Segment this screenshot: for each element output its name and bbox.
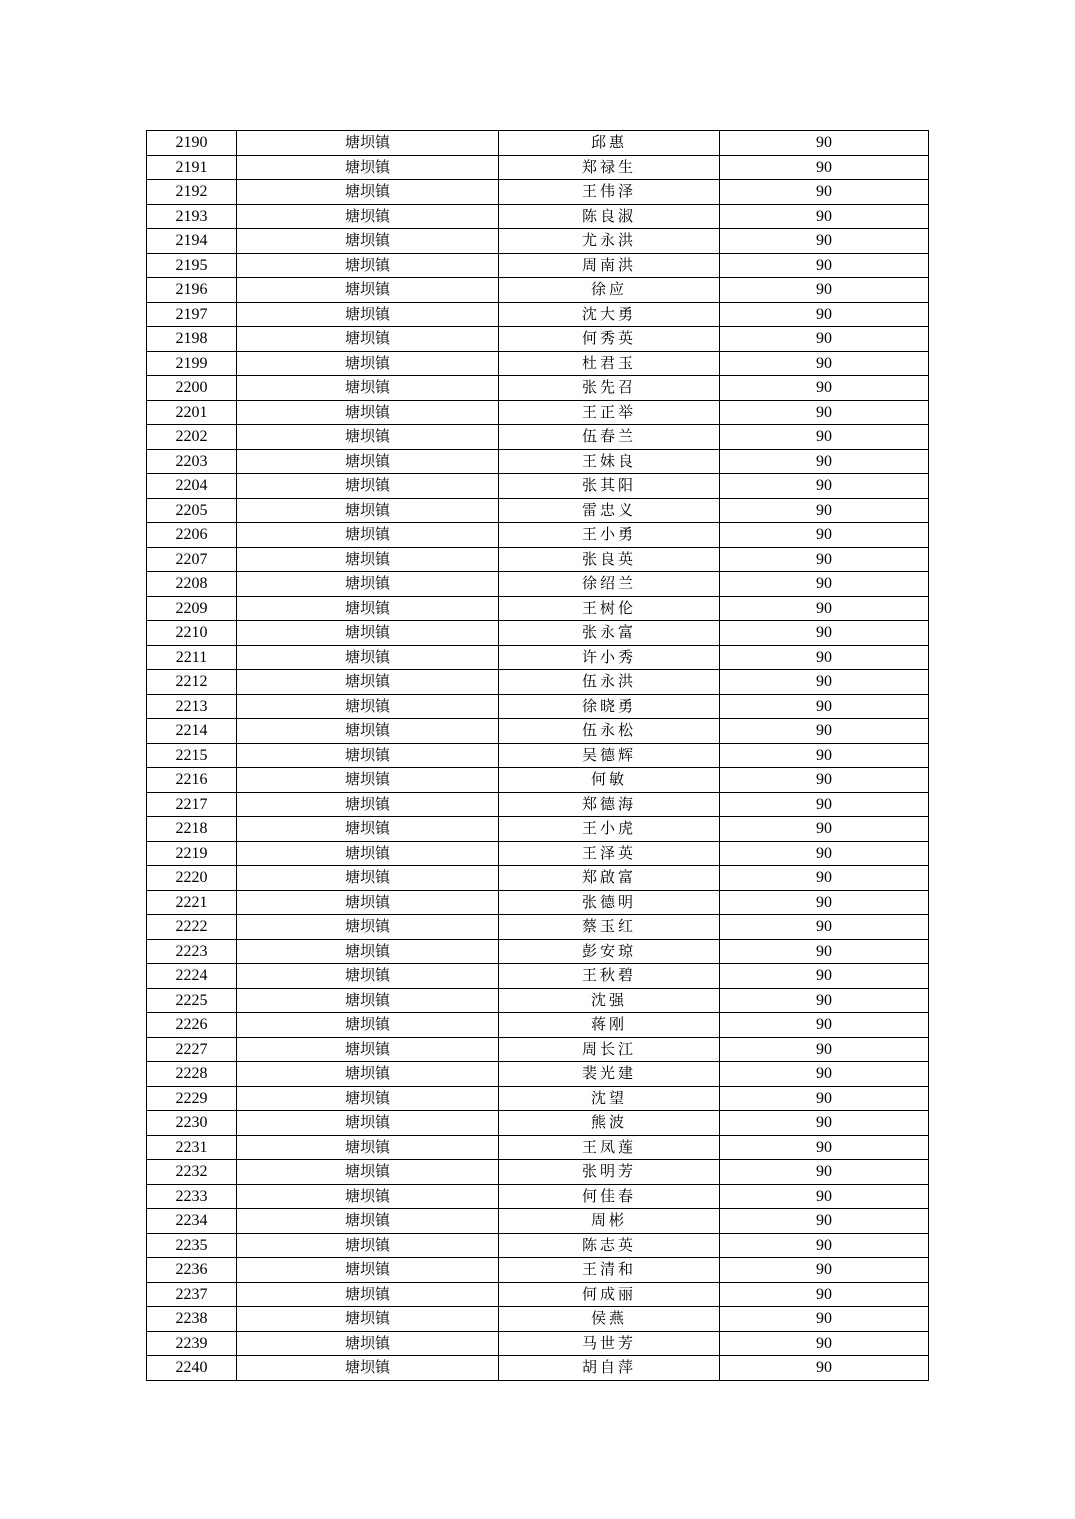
- score-cell: 90: [720, 351, 929, 376]
- row-number-cell: 2207: [147, 547, 237, 572]
- name-cell: 沈望: [499, 1086, 720, 1111]
- score-cell: 90: [720, 1258, 929, 1283]
- score-cell: 90: [720, 1307, 929, 1332]
- score-cell: 90: [720, 278, 929, 303]
- town-cell: 塘坝镇: [237, 229, 499, 254]
- town-cell: 塘坝镇: [237, 596, 499, 621]
- name-cell: 何敏: [499, 768, 720, 793]
- name-cell: 周彬: [499, 1209, 720, 1234]
- table-row: [147, 1160, 929, 1185]
- score-cell: 90: [720, 474, 929, 499]
- row-number-cell: 2193: [147, 204, 237, 229]
- score-cell: 90: [720, 817, 929, 842]
- table-row: [147, 229, 929, 254]
- table-row: [147, 890, 929, 915]
- score-cell: 90: [720, 180, 929, 205]
- town-cell: 塘坝镇: [237, 327, 499, 352]
- town-cell: 塘坝镇: [237, 1062, 499, 1087]
- town-cell: 塘坝镇: [237, 866, 499, 891]
- score-cell: 90: [720, 841, 929, 866]
- row-number-cell: 2225: [147, 988, 237, 1013]
- name-cell: 蔡玉红: [499, 915, 720, 940]
- name-cell: 郑德海: [499, 792, 720, 817]
- row-number-cell: 2208: [147, 572, 237, 597]
- table-row: [147, 425, 929, 450]
- score-cell: 90: [720, 498, 929, 523]
- row-number-cell: 2199: [147, 351, 237, 376]
- town-cell: 塘坝镇: [237, 670, 499, 695]
- town-cell: 塘坝镇: [237, 1233, 499, 1258]
- row-number-cell: 2232: [147, 1160, 237, 1185]
- score-cell: 90: [720, 253, 929, 278]
- score-cell: 90: [720, 866, 929, 891]
- town-cell: 塘坝镇: [237, 1356, 499, 1381]
- name-cell: 蒋刚: [499, 1013, 720, 1038]
- table-row: [147, 1013, 929, 1038]
- town-cell: 塘坝镇: [237, 572, 499, 597]
- town-cell: 塘坝镇: [237, 719, 499, 744]
- name-cell: 伍永洪: [499, 670, 720, 695]
- score-cell: 90: [720, 1135, 929, 1160]
- table-row: [147, 253, 929, 278]
- name-cell: 周南洪: [499, 253, 720, 278]
- score-cell: 90: [720, 964, 929, 989]
- table-row: [147, 523, 929, 548]
- town-cell: 塘坝镇: [237, 1282, 499, 1307]
- town-cell: 塘坝镇: [237, 180, 499, 205]
- town-cell: 塘坝镇: [237, 351, 499, 376]
- table-row: [147, 302, 929, 327]
- score-cell: 90: [720, 327, 929, 352]
- town-cell: 塘坝镇: [237, 817, 499, 842]
- name-cell: 张明芳: [499, 1160, 720, 1185]
- table-row: [147, 1135, 929, 1160]
- town-cell: 塘坝镇: [237, 1258, 499, 1283]
- row-number-cell: 2233: [147, 1184, 237, 1209]
- table-row: [147, 400, 929, 425]
- town-cell: 塘坝镇: [237, 278, 499, 303]
- town-cell: 塘坝镇: [237, 915, 499, 940]
- row-number-cell: 2202: [147, 425, 237, 450]
- row-number-cell: 2198: [147, 327, 237, 352]
- name-cell: 何佳春: [499, 1184, 720, 1209]
- score-cell: 90: [720, 1086, 929, 1111]
- row-number-cell: 2216: [147, 768, 237, 793]
- row-number-cell: 2205: [147, 498, 237, 523]
- score-cell: 90: [720, 400, 929, 425]
- town-cell: 塘坝镇: [237, 1037, 499, 1062]
- town-cell: 塘坝镇: [237, 1331, 499, 1356]
- score-cell: 90: [720, 621, 929, 646]
- row-number-cell: 2237: [147, 1282, 237, 1307]
- score-cell: 90: [720, 229, 929, 254]
- score-cell: 90: [720, 939, 929, 964]
- table-row: [147, 645, 929, 670]
- row-number-cell: 2235: [147, 1233, 237, 1258]
- table-row: [147, 964, 929, 989]
- name-cell: 伍永松: [499, 719, 720, 744]
- score-cell: 90: [720, 1356, 929, 1381]
- town-cell: 塘坝镇: [237, 523, 499, 548]
- name-cell: 张德明: [499, 890, 720, 915]
- score-cell: 90: [720, 915, 929, 940]
- row-number-cell: 2196: [147, 278, 237, 303]
- town-cell: 塘坝镇: [237, 400, 499, 425]
- name-cell: 陈志英: [499, 1233, 720, 1258]
- row-number-cell: 2192: [147, 180, 237, 205]
- score-cell: 90: [720, 1013, 929, 1038]
- table-row: [147, 915, 929, 940]
- table-row: [147, 988, 929, 1013]
- score-cell: 90: [720, 1062, 929, 1087]
- town-cell: 塘坝镇: [237, 743, 499, 768]
- score-cell: 90: [720, 376, 929, 401]
- row-number-cell: 2194: [147, 229, 237, 254]
- row-number-cell: 2223: [147, 939, 237, 964]
- town-cell: 塘坝镇: [237, 376, 499, 401]
- row-number-cell: 2213: [147, 694, 237, 719]
- row-number-cell: 2206: [147, 523, 237, 548]
- score-cell: 90: [720, 449, 929, 474]
- row-number-cell: 2210: [147, 621, 237, 646]
- name-cell: 陈良淑: [499, 204, 720, 229]
- table-row: [147, 1356, 929, 1381]
- town-cell: 塘坝镇: [237, 768, 499, 793]
- row-number-cell: 2221: [147, 890, 237, 915]
- table-row: [147, 547, 929, 572]
- name-cell: 沈强: [499, 988, 720, 1013]
- name-cell: 吴德辉: [499, 743, 720, 768]
- town-cell: 塘坝镇: [237, 547, 499, 572]
- town-cell: 塘坝镇: [237, 155, 499, 180]
- score-cell: 90: [720, 572, 929, 597]
- town-cell: 塘坝镇: [237, 1135, 499, 1160]
- row-number-cell: 2239: [147, 1331, 237, 1356]
- table-row: [147, 155, 929, 180]
- row-number-cell: 2211: [147, 645, 237, 670]
- name-cell: 伍春兰: [499, 425, 720, 450]
- name-cell: 尤永洪: [499, 229, 720, 254]
- score-cell: 90: [720, 1184, 929, 1209]
- name-cell: 王小虎: [499, 817, 720, 842]
- table-row: [147, 743, 929, 768]
- score-cell: 90: [720, 1233, 929, 1258]
- name-cell: 雷忠义: [499, 498, 720, 523]
- row-number-cell: 2191: [147, 155, 237, 180]
- name-cell: 张良英: [499, 547, 720, 572]
- table-row: [147, 1037, 929, 1062]
- town-cell: 塘坝镇: [237, 792, 499, 817]
- score-cell: 90: [720, 645, 929, 670]
- town-cell: 塘坝镇: [237, 1013, 499, 1038]
- town-cell: 塘坝镇: [237, 302, 499, 327]
- score-cell: 90: [720, 131, 929, 156]
- town-cell: 塘坝镇: [237, 1307, 499, 1332]
- table-row: [147, 498, 929, 523]
- name-cell: 马世芳: [499, 1331, 720, 1356]
- row-number-cell: 2203: [147, 449, 237, 474]
- row-number-cell: 2228: [147, 1062, 237, 1087]
- row-number-cell: 2200: [147, 376, 237, 401]
- table-row: [147, 866, 929, 891]
- name-cell: 王树伦: [499, 596, 720, 621]
- town-cell: 塘坝镇: [237, 498, 499, 523]
- name-cell: 许小秀: [499, 645, 720, 670]
- name-cell: 邱惠: [499, 131, 720, 156]
- table-row: [147, 1258, 929, 1283]
- row-number-cell: 2236: [147, 1258, 237, 1283]
- roster-table-body: [147, 131, 929, 1381]
- table-row: [147, 768, 929, 793]
- table-row: [147, 1209, 929, 1234]
- name-cell: 徐绍兰: [499, 572, 720, 597]
- score-cell: 90: [720, 1037, 929, 1062]
- name-cell: 裴光建: [499, 1062, 720, 1087]
- score-cell: 90: [720, 1111, 929, 1136]
- name-cell: 王正举: [499, 400, 720, 425]
- row-number-cell: 2218: [147, 817, 237, 842]
- town-cell: 塘坝镇: [237, 621, 499, 646]
- town-cell: 塘坝镇: [237, 131, 499, 156]
- town-cell: 塘坝镇: [237, 1086, 499, 1111]
- table-row: [147, 278, 929, 303]
- table-row: [147, 841, 929, 866]
- score-cell: 90: [720, 719, 929, 744]
- name-cell: 徐晓勇: [499, 694, 720, 719]
- score-cell: 90: [720, 670, 929, 695]
- table-row: [147, 449, 929, 474]
- name-cell: 杜君玉: [499, 351, 720, 376]
- name-cell: 张先召: [499, 376, 720, 401]
- table-row: [147, 621, 929, 646]
- town-cell: 塘坝镇: [237, 890, 499, 915]
- row-number-cell: 2220: [147, 866, 237, 891]
- row-number-cell: 2219: [147, 841, 237, 866]
- score-cell: 90: [720, 768, 929, 793]
- name-cell: 王清和: [499, 1258, 720, 1283]
- row-number-cell: 2231: [147, 1135, 237, 1160]
- name-cell: 徐应: [499, 278, 720, 303]
- score-cell: 90: [720, 155, 929, 180]
- table-row: [147, 596, 929, 621]
- row-number-cell: 2212: [147, 670, 237, 695]
- name-cell: 郑啟富: [499, 866, 720, 891]
- town-cell: 塘坝镇: [237, 964, 499, 989]
- score-cell: 90: [720, 302, 929, 327]
- table-row: [147, 204, 929, 229]
- table-row: [147, 719, 929, 744]
- row-number-cell: 2222: [147, 915, 237, 940]
- row-number-cell: 2224: [147, 964, 237, 989]
- score-cell: 90: [720, 523, 929, 548]
- town-cell: 塘坝镇: [237, 204, 499, 229]
- name-cell: 何成丽: [499, 1282, 720, 1307]
- name-cell: 张永富: [499, 621, 720, 646]
- score-cell: 90: [720, 1282, 929, 1307]
- table-row: [147, 939, 929, 964]
- row-number-cell: 2195: [147, 253, 237, 278]
- name-cell: 沈大勇: [499, 302, 720, 327]
- score-cell: 90: [720, 1331, 929, 1356]
- name-cell: 王凤莲: [499, 1135, 720, 1160]
- row-number-cell: 2214: [147, 719, 237, 744]
- row-number-cell: 2226: [147, 1013, 237, 1038]
- town-cell: 塘坝镇: [237, 1160, 499, 1185]
- row-number-cell: 2234: [147, 1209, 237, 1234]
- town-cell: 塘坝镇: [237, 1209, 499, 1234]
- table-row: [147, 792, 929, 817]
- row-number-cell: 2204: [147, 474, 237, 499]
- table-row: [147, 1062, 929, 1087]
- table-row: [147, 670, 929, 695]
- row-number-cell: 2238: [147, 1307, 237, 1332]
- roster-table: [146, 130, 929, 1381]
- name-cell: 王小勇: [499, 523, 720, 548]
- score-cell: 90: [720, 743, 929, 768]
- row-number-cell: 2227: [147, 1037, 237, 1062]
- town-cell: 塘坝镇: [237, 425, 499, 450]
- town-cell: 塘坝镇: [237, 474, 499, 499]
- table-row: [147, 1184, 929, 1209]
- name-cell: 何秀英: [499, 327, 720, 352]
- table-row: [147, 572, 929, 597]
- table-row: [147, 817, 929, 842]
- table-row: [147, 1282, 929, 1307]
- town-cell: 塘坝镇: [237, 1184, 499, 1209]
- name-cell: 郑禄生: [499, 155, 720, 180]
- table-row: [147, 180, 929, 205]
- table-row: [147, 1331, 929, 1356]
- name-cell: 王伟泽: [499, 180, 720, 205]
- town-cell: 塘坝镇: [237, 1111, 499, 1136]
- row-number-cell: 2240: [147, 1356, 237, 1381]
- row-number-cell: 2215: [147, 743, 237, 768]
- score-cell: 90: [720, 596, 929, 621]
- town-cell: 塘坝镇: [237, 939, 499, 964]
- table-row: [147, 1233, 929, 1258]
- table-row: [147, 327, 929, 352]
- score-cell: 90: [720, 204, 929, 229]
- town-cell: 塘坝镇: [237, 645, 499, 670]
- score-cell: 90: [720, 1209, 929, 1234]
- score-cell: 90: [720, 890, 929, 915]
- score-cell: 90: [720, 988, 929, 1013]
- town-cell: 塘坝镇: [237, 694, 499, 719]
- table-row: [147, 1086, 929, 1111]
- row-number-cell: 2229: [147, 1086, 237, 1111]
- name-cell: 周长江: [499, 1037, 720, 1062]
- row-number-cell: 2217: [147, 792, 237, 817]
- name-cell: 王妹良: [499, 449, 720, 474]
- name-cell: 张其阳: [499, 474, 720, 499]
- table-row: [147, 1111, 929, 1136]
- row-number-cell: 2230: [147, 1111, 237, 1136]
- town-cell: 塘坝镇: [237, 449, 499, 474]
- score-cell: 90: [720, 425, 929, 450]
- name-cell: 王泽英: [499, 841, 720, 866]
- name-cell: 彭安琼: [499, 939, 720, 964]
- town-cell: 塘坝镇: [237, 841, 499, 866]
- score-cell: 90: [720, 1160, 929, 1185]
- name-cell: 熊波: [499, 1111, 720, 1136]
- table-row: [147, 474, 929, 499]
- table-row: [147, 376, 929, 401]
- row-number-cell: 2197: [147, 302, 237, 327]
- table-row: [147, 694, 929, 719]
- row-number-cell: 2209: [147, 596, 237, 621]
- name-cell: 胡自萍: [499, 1356, 720, 1381]
- table-row: [147, 1307, 929, 1332]
- name-cell: 侯燕: [499, 1307, 720, 1332]
- row-number-cell: 2190: [147, 131, 237, 156]
- town-cell: 塘坝镇: [237, 253, 499, 278]
- row-number-cell: 2201: [147, 400, 237, 425]
- score-cell: 90: [720, 694, 929, 719]
- table-row: [147, 351, 929, 376]
- score-cell: 90: [720, 547, 929, 572]
- name-cell: 王秋碧: [499, 964, 720, 989]
- town-cell: 塘坝镇: [237, 988, 499, 1013]
- table-row: [147, 131, 929, 156]
- score-cell: 90: [720, 792, 929, 817]
